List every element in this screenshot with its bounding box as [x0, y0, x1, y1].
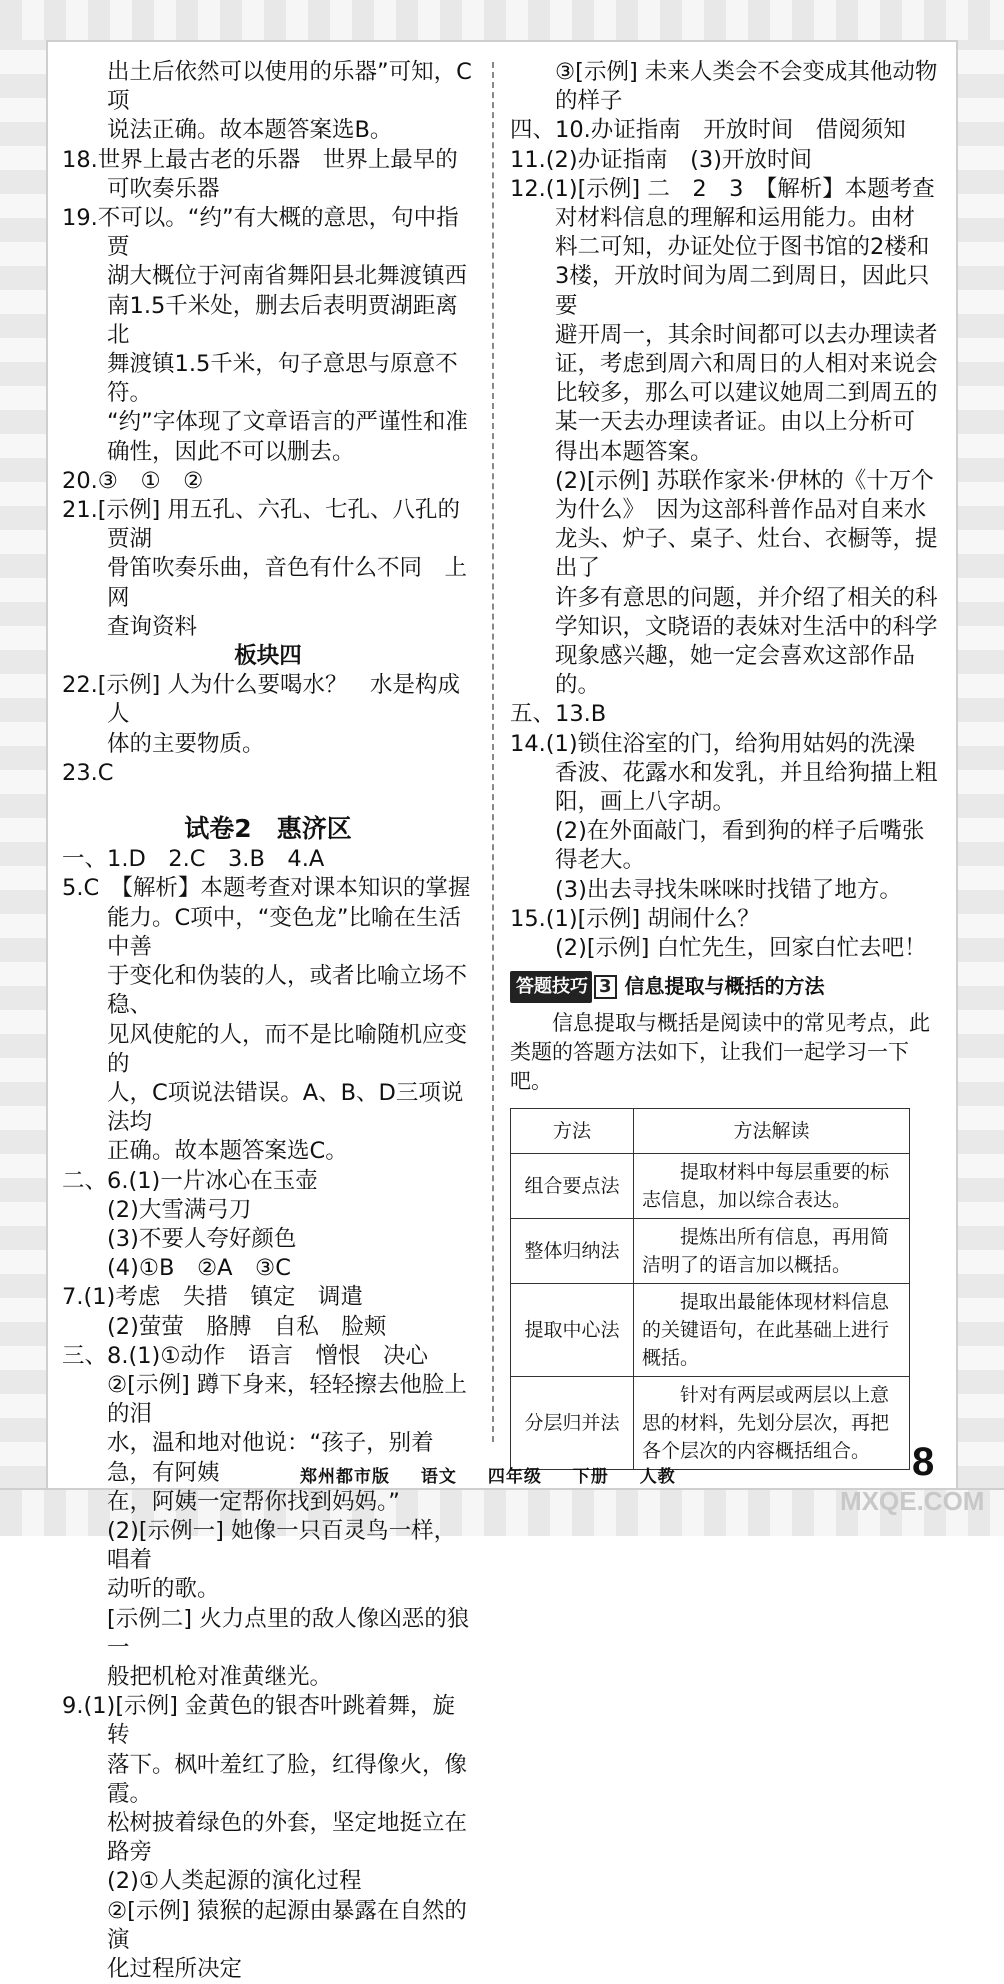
text-line: 在，阿姨一定帮你找到妈妈。” [107, 1488, 400, 1515]
text-line: 阳，画上八字胡。 [555, 789, 736, 816]
method-name: 组合要点法 [511, 1153, 634, 1218]
table-row [511, 1376, 910, 1469]
text-line: 松树披着绿色的外套，坚定地挺立在路旁 [107, 1809, 468, 1866]
decorative-frame-right [956, 40, 1004, 1490]
text-line: 得出本题答案。 [555, 438, 713, 465]
answer-8: 三、8.(1)①动作 语言 憎恨 决心 [62, 1342, 429, 1369]
footer-edition: 郑州都市版 [300, 1467, 390, 1487]
table-row [511, 1283, 910, 1376]
footer-volume: 下册 [572, 1467, 609, 1487]
text-line: 南1.5千米处，删去后表明贾湖距离北 [107, 292, 458, 348]
text-line: (2)萤萤 胳膊 自私 脸颊 [107, 1313, 387, 1340]
text-line: 证，考虑到周六和周日的人相对来说会 [555, 351, 938, 378]
text-line: 现象感兴趣，她一定会喜欢这部作品的。 [555, 643, 916, 699]
text-line: 于变化和伪装的人，或者比喻立场不稳、 [107, 963, 468, 1019]
text-line: 龙头、炉子、桌子、灶台、衣橱等，提出了 [555, 526, 938, 582]
text-line: ②[示例] 猿猴的起源由暴露在自然的演 [107, 1897, 467, 1953]
text-line: 动听的歌。 [107, 1576, 220, 1603]
answer-9: 9.(1)[示例] 金黄色的银杏叶跳着舞，旋转 [62, 1693, 456, 1749]
text-line: 比较多，那么可以建议她周二到周五的 [555, 380, 938, 407]
methods-table [510, 1108, 910, 1470]
footer-subject: 语文 [420, 1467, 457, 1487]
watermark-logo: MXQE.COM [840, 1486, 985, 1516]
decorative-frame-top [0, 0, 1004, 42]
column-header: 方法解读 [634, 1108, 910, 1153]
answer-22: 22.[示例] 人为什么要喝水？ 水是构成人 [62, 672, 460, 728]
answer-13: 五、13.B [510, 701, 607, 728]
answer-6: 二、6.(1)一片冰心在玉壶 [62, 1167, 318, 1194]
answer-14: 14.(1)锁住浴室的门，给狗用姑妈的洗澡 [510, 730, 916, 757]
method-desc: 针对有两层或两层以上意思的材料，先划分层次，再把各个层次的内容概括组合。 [634, 1376, 910, 1469]
text-line: 学知识，文晓语的表妹对生活中的科学 [555, 613, 938, 640]
text-line: 正确。故本题答案选C。 [107, 1138, 348, 1165]
method-name: 整体归纳法 [511, 1218, 634, 1283]
page-footer [300, 1462, 700, 1487]
text-line: (3)出去寻找朱咪咪时找错了地方。 [555, 876, 902, 903]
text-line: (2)[示例] 白忙先生，回家白忙去吧！ [555, 935, 927, 962]
answer-10: 四、10.办证指南 开放时间 借阅须知 [510, 117, 906, 144]
text-line: 确性，因此不可以删去。 [107, 438, 355, 465]
text-line: 出土后依然可以使用的乐器”可知，C项 [107, 59, 472, 115]
text-line: 能力。C项中，“变色龙”比喻在生活中善 [107, 904, 462, 960]
method-desc: 提炼出所有信息，再用简洁明了的语言加以概括。 [634, 1218, 910, 1283]
text-line: 对材料信息的理解和运用能力。由材 [555, 205, 916, 232]
tip-number: 3 [594, 975, 617, 999]
answer-19: 19.不可以。“约”有大概的意思，句中指贾 [62, 205, 459, 261]
answer-7: 7.(1)考虑 失措 镇定 调遣 [62, 1284, 363, 1311]
paper-title: 试卷2 惠济区 [184, 814, 352, 844]
text-line: (2)①人类起源的演化过程 [107, 1868, 362, 1895]
answer-15: 15.(1)[示例] 胡闹什么？ [510, 905, 760, 932]
text-line: (2)[示例一] 她像一只百灵鸟一样，唱着 [107, 1517, 457, 1574]
tip-intro: 信息提取与概括是阅读中的常见考点，此类题的答题方法如下，让我们一起学习一下吧。 [510, 1010, 930, 1093]
text-line: 湖大概位于河南省舞阳县北舞渡镇西 [107, 263, 468, 290]
page-number: 8 [912, 1440, 935, 1484]
left-column [62, 58, 474, 1984]
footer-publisher: 人教 [639, 1467, 676, 1487]
text-line: 落下。枫叶羞红了脸，红得像火，像霞。 [107, 1751, 468, 1807]
text-line: 舞渡镇1.5千米，句子意思与原意不符。 [107, 351, 458, 407]
footer-grade: 四年级 [487, 1467, 542, 1487]
text-line: 得老大。 [555, 847, 646, 874]
answer-21: 21.[示例] 用五孔、六孔、七孔、八孔的贾湖 [62, 497, 460, 553]
tip-badge: 答题技巧 [510, 971, 592, 1002]
table-row [511, 1218, 910, 1283]
text-line: (4)①B ②A ③C [107, 1255, 291, 1282]
text-line: 般把机枪对准黄继光。 [107, 1663, 333, 1690]
right-column [510, 58, 940, 1470]
method-name: 分层归并法 [511, 1376, 634, 1469]
text-line: 可吹奏乐器 [107, 175, 220, 202]
column-header: 方法 [511, 1108, 634, 1153]
text-line: 水，温和地对他说：“孩子，别着急，有阿姨 [107, 1430, 434, 1486]
text-line: 许多有意思的问题，并介绍了相关的科 [555, 584, 938, 611]
text-line: 避开周一，其余时间都可以去办理读者 [555, 321, 938, 348]
method-desc: 提取出最能体现材料信息的关键语句，在此基础上进行概括。 [634, 1283, 910, 1376]
column-divider [492, 62, 494, 1442]
text-line: 某一天去办理读者证。由以上分析可 [555, 409, 916, 436]
answer-12: 12.(1)[示例] 二 2 3 【解析】本题考查 [510, 175, 935, 202]
text-line: 见风使舵的人，而不是比喻随机应变的 [107, 1021, 468, 1077]
text-line: (2)[示例] 苏联作家米·伊林的《十万个 [555, 467, 934, 494]
text-line: 为什么》 因为这部科普作品对自来水 [555, 497, 927, 524]
answer-23: 23.C [62, 759, 114, 786]
text-line: 骨笛吹奏乐曲，音色有什么不同 上网 [107, 555, 468, 611]
text-line: 香波、花露水和发乳，并且给狗描上粗 [555, 759, 938, 786]
text-line: 3楼，开放时间为周二到周日，因此只要 [555, 263, 930, 319]
text-line: “约”字体现了文章语言的严谨性和准 [107, 409, 468, 436]
text-line: ②[示例] 蹲下身来，轻轻擦去他脸上的泪 [107, 1371, 467, 1428]
answer-11: 11.(2)办证指南 (3)开放时间 [510, 146, 813, 173]
text-line: ③[示例] 未来人类会不会变成其他动物 [555, 59, 938, 85]
decorative-frame-left [0, 40, 48, 1490]
text-line: 料二可知，办证处位于图书馆的2楼和 [555, 234, 930, 261]
tip-title: 信息提取与概括的方法 [624, 974, 825, 999]
text-line: 说法正确。故本题答案选B。 [107, 117, 393, 144]
text-line: 的样子 [555, 88, 623, 115]
text-line: (3)不要人夸好颜色 [107, 1225, 297, 1252]
answer-5: 5.C 【解析】本题考查对课本知识的掌握 [62, 875, 471, 902]
text-line: 体的主要物质。 [107, 730, 265, 757]
text-line: 化过程所决定 [107, 1956, 243, 1982]
section-1-answers: 一、1.D 2.C 3.B 4.A [62, 846, 325, 873]
text-line: (2)在外面敲门，看到狗的样子后嘴张 [555, 818, 925, 845]
text-line: 查询资料 [107, 613, 198, 640]
table-row [511, 1153, 910, 1218]
block-heading: 板块四 [234, 643, 302, 670]
tip-header [510, 971, 940, 1002]
method-name: 提取中心法 [511, 1283, 634, 1376]
answer-18: 18.世界上最古老的乐器 世界上最早的 [62, 146, 458, 173]
text-line: (2)大雪满弓刀 [107, 1196, 252, 1223]
method-desc: 提取材料中每层重要的标志信息，加以综合表达。 [634, 1153, 910, 1218]
text-line: 人，C项说法错误。A、B、D三项说法均 [107, 1079, 464, 1136]
text-line: [示例二] 火力点里的敌人像凶恶的狼一 [107, 1605, 470, 1661]
answer-20: 20.③ ① ② [62, 467, 204, 494]
table-header-row [511, 1108, 910, 1153]
